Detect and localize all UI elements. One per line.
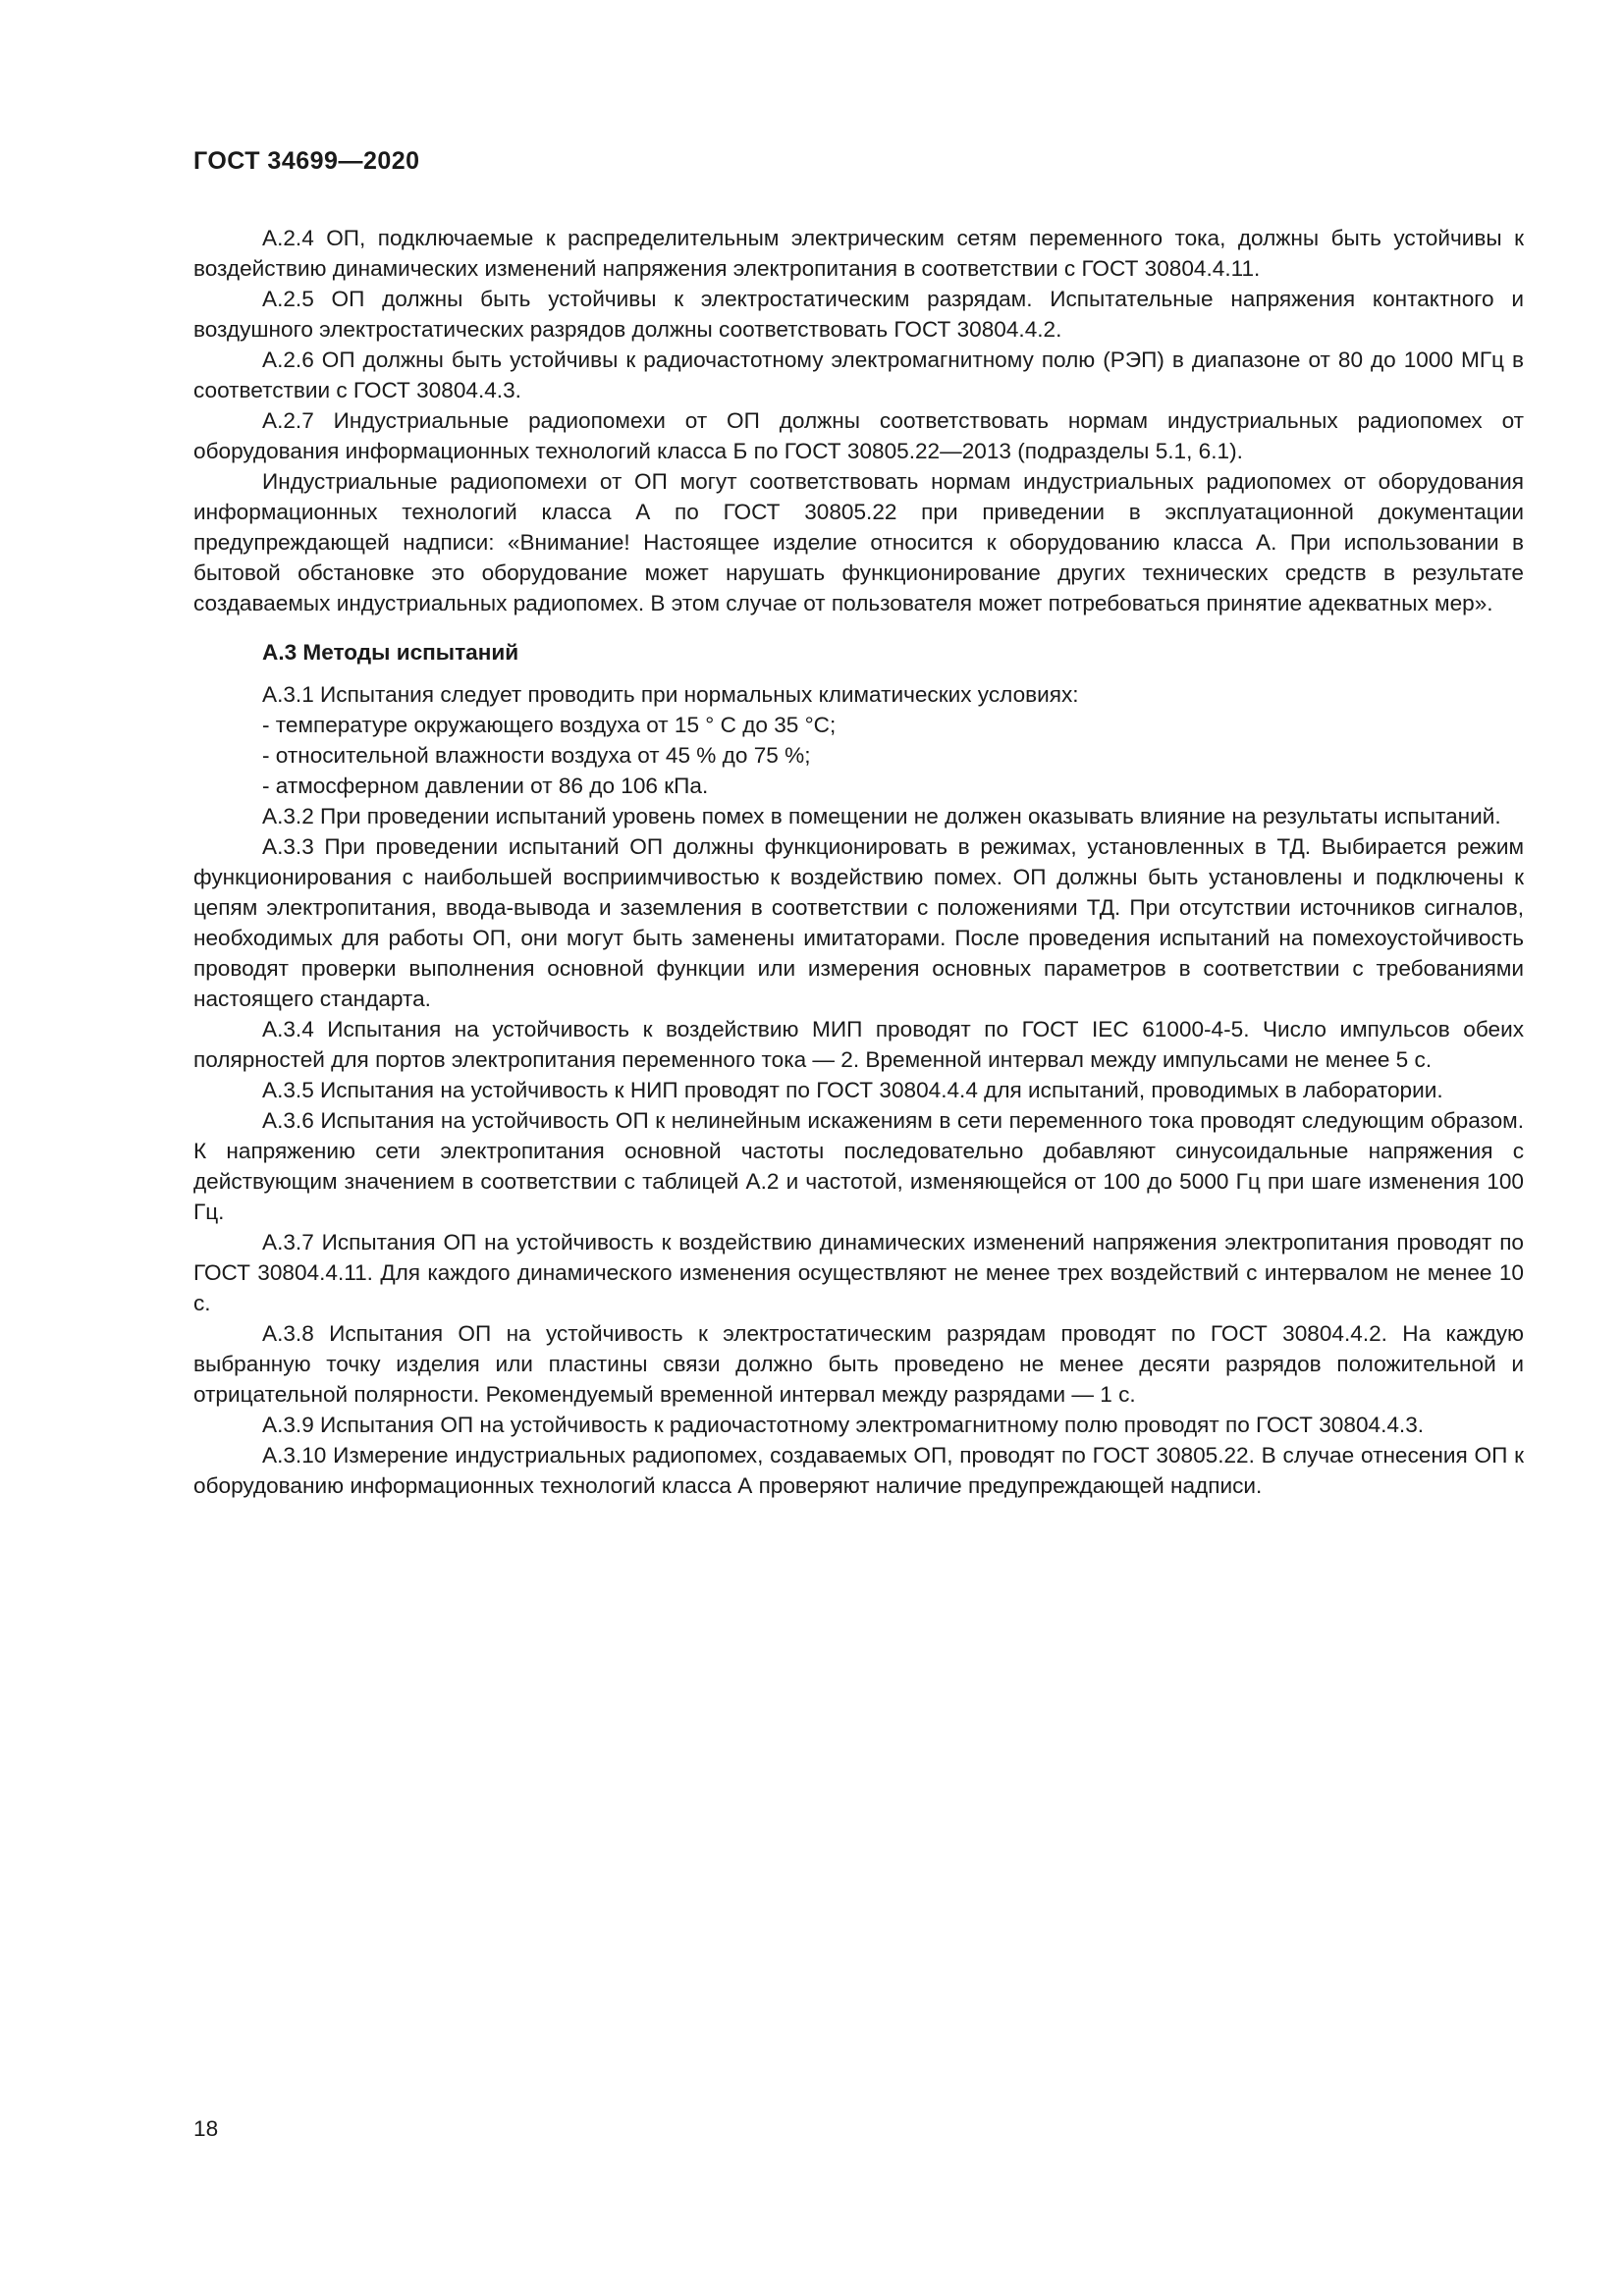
page-number: 18 <box>193 2116 219 2141</box>
paragraph-a-2-7-continued: Индустриальные радиопомехи от ОП могут соответствовать нормам индустриальных радиопомех от оборудования информационных технологий класса А по ГОСТ 30805.22 при приведении в эксплуатационной документации предупреждающей надписи: «Внимание! Настоящее изделие относится к оборудованию класса А. При использовании в бытовой обстановке это оборудование может нарушать функционирование других технических средств в результате создаваемых индустриальных радиопомех. В этом случае от пользователя может потребоваться принятие адекватных мер». <box>193 469 1524 615</box>
paragraph-a-2-6: А.2.6 ОП должны быть устойчивы к радиочастотному электромагнитному полю (РЭП) в диапазоне от 80 до 1000 МГц в соответствии с ГОСТ 30804.4.3. <box>193 347 1524 402</box>
paragraph-a-2-5: А.2.5 ОП должны быть устойчивы к электростатическим разрядам. Испытательные напряжения контактного и воздушного электростатических разрядов должны соответствовать ГОСТ 30804.4.2. <box>193 287 1524 342</box>
document-header: ГОСТ 34699—2020 <box>193 147 420 175</box>
paragraph-a-3-5: А.3.5 Испытания на устойчивость к НИП проводят по ГОСТ 30804.4.4 для испытаний, проводимых в лаборатории. <box>262 1078 1443 1102</box>
paragraph-a-2-4: А.2.4 ОП, подключаемые к распределительным электрическим сетям переменного тока, должны быть устойчивы к воздействию динамических изменений напряжения электропитания в соответствии с ГОСТ 30804.4.11. <box>193 226 1524 281</box>
condition-temperature: - температуре окружающего воздуха от 15 ° С до 35 °С; <box>262 713 837 737</box>
condition-humidity: - относительной влажности воздуха от 45 % до 75 %; <box>262 743 811 768</box>
paragraph-a-3-1: А.3.1 Испытания следует проводить при нормальных климатических условиях: <box>262 682 1079 707</box>
paragraph-a-3-6: А.3.6 Испытания на устойчивость ОП к нелинейным искажениям в сети переменного тока проводят следующим образом. К напряжению сети электропитания основной частоты последовательно добавляют синусоидальные напряжения с действующим значением в соответствии с таблицей А.2 и частотой, изменяющейся от 100 до 5000 Гц при шаге изменения 100 Гц. <box>193 1108 1524 1224</box>
paragraph-a-3-9: А.3.9 Испытания ОП на устойчивость к радиочастотному электромагнитному полю проводят по ГОСТ 30804.4.3. <box>262 1413 1425 1437</box>
paragraph-a-3-10: А.3.10 Измерение индустриальных радиопомех, создаваемых ОП, проводят по ГОСТ 30805.22. В случае отнесения ОП к оборудованию информационных технологий класса А проверяют наличие предупреждающей надписи. <box>193 1443 1524 1498</box>
paragraph-a-2-7: А.2.7 Индустриальные радиопомехи от ОП должны соответствовать нормам индустриальных радиопомех от оборудования информационных технологий класса Б по ГОСТ 30805.22—2013 (подразделы 5.1, 6.1). <box>193 408 1524 463</box>
paragraph-a-3-2: А.3.2 При проведении испытаний уровень помех в помещении не должен оказывать влияние на результаты испытаний. <box>262 804 1501 828</box>
document-body <box>193 223 1524 1501</box>
condition-pressure: - атмосферном давлении от 86 до 106 кПа. <box>262 774 709 798</box>
paragraph-a-3-8: А.3.8 Испытания ОП на устойчивость к электростатическим разрядам проводят по ГОСТ 30804.4.2. На каждую выбранную точку изделия или пластины связи должно быть проведено не менее десяти разрядов положительной и отрицательной полярности. Рекомендуемый временной интервал между разрядами — 1 с. <box>193 1321 1524 1407</box>
paragraph-a-3-3: А.3.3 При проведении испытаний ОП должны функционировать в режимах, установленных в ТД. Выбирается режим функционирования с наибольшей восприимчивостью к воздействию помех. ОП должны быть установлены и подключены к цепям электропитания, ввода-вывода и заземления в соответствии с положениями ТД. При отсутствии источников сигналов, необходимых для работы ОП, они могут быть заменены имитаторами. После проведения испытаний на помехоустойчивость проводят проверки выполнения основной функции или измерения основных параметров в соответствии с требованиями настоящего стандарта. <box>193 834 1524 1011</box>
paragraph-a-3-4: А.3.4 Испытания на устойчивость к воздействию МИП проводят по ГОСТ IEC 61000-4-5. Число импульсов обеих полярностей для портов электропитания переменного тока — 2. Временной интервал между импульсами не менее 5 с. <box>193 1017 1524 1072</box>
paragraph-a-3-7: А.3.7 Испытания ОП на устойчивость к воздействию динамических изменений напряжения электропитания проводят по ГОСТ 30804.4.11. Для каждого динамического изменения осуществляют не менее трех воздействий с интервалом не менее 10 с. <box>193 1230 1524 1315</box>
section-title-a-3: А.3 Методы испытаний <box>262 640 519 665</box>
